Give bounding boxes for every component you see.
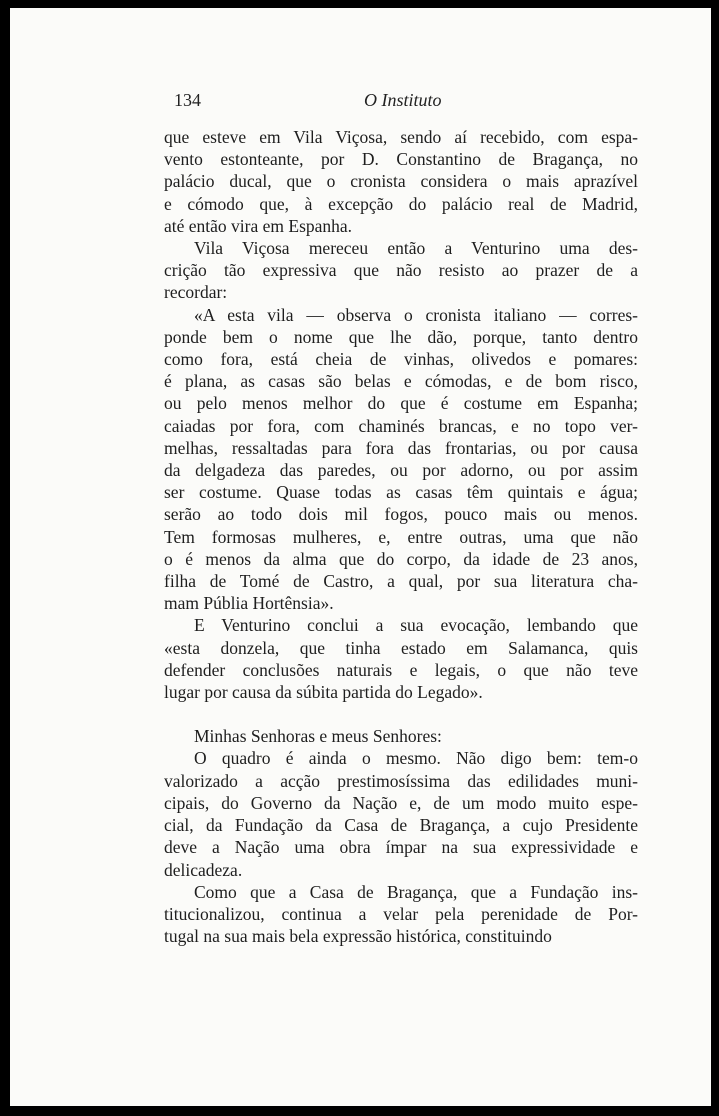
text-line: O quadro é ainda o mesmo. Não digo bem: tem-o xyxy=(194,748,638,769)
text-line: tugal na sua mais bela expressão histórica, constituindo xyxy=(164,926,552,947)
text-line: defender conclusões naturais e legais, o que não teve xyxy=(164,659,638,680)
text-line: palácio ducal, que o cronista considera o mais aprazível xyxy=(164,171,638,192)
text-line: até então vira em Espanha. xyxy=(164,215,353,236)
paragraph xyxy=(164,881,638,948)
text-line: Vila Viçosa mereceu então a Venturino uma des- xyxy=(194,238,638,259)
text-line: Como que a Casa de Bragança, que a Fundação ins- xyxy=(194,881,638,902)
text-line: valorizado a acção prestimosíssima das edilidades muni- xyxy=(164,770,638,791)
paragraph xyxy=(164,614,638,703)
text-line: melhas, ressaltadas para fora das frontarias, ou por causa xyxy=(164,437,638,458)
text-line: ser costume. Quase todas as casas têm quintais e água; xyxy=(164,482,638,503)
text-line: «A esta vila — observa o cronista italiano — corres- xyxy=(194,304,638,325)
paragraph xyxy=(164,725,638,747)
text-line: o é menos da alma que do corpo, da idade de 23 anos, xyxy=(164,548,638,569)
running-title: O Instituto xyxy=(364,90,442,110)
text-line: caiadas por fora, com chaminés brancas, e no topo ver- xyxy=(164,415,638,436)
paragraph xyxy=(164,304,638,615)
text-line: da delgadeza das paredes, ou por adorno, ou por assim xyxy=(164,460,638,481)
page-header xyxy=(174,90,654,114)
paragraph xyxy=(164,126,638,237)
text-line: lugar por causa da súbita partida do Legado». xyxy=(164,682,483,703)
text-line: cipais, do Governo da Nação e, de um modo muito espe- xyxy=(164,792,638,813)
text-line: «esta donzela, que tinha estado em Salamanca, quis xyxy=(164,637,638,658)
text-line: deve a Nação uma obra ímpar na sua expressividade e xyxy=(164,837,638,858)
text-line: E Venturino conclui a sua evocação, lembando que xyxy=(194,615,638,636)
text-line: crição tão expressiva que não resisto ao prazer de a xyxy=(164,260,638,281)
paragraph xyxy=(164,747,638,880)
text-line: vento estonteante, por D. Constantino de Bragança, no xyxy=(164,149,638,170)
text-line: ou pelo menos melhor do que é costume em Espanha; xyxy=(164,393,638,414)
body-text xyxy=(164,126,638,947)
paragraph xyxy=(164,237,638,304)
text-line: Tem formosas mulheres, e, entre outras, uma que não xyxy=(164,526,638,547)
text-line: e cómodo que, à excepção do palácio real de Madrid, xyxy=(164,193,638,214)
text-line: recordar: xyxy=(164,282,228,303)
text-line: que esteve em Vila Viçosa, sendo aí recebido, com espa- xyxy=(164,127,638,147)
page-number: 134 xyxy=(174,90,201,110)
text-line: é plana, as casas são belas e cómodas, e de bom risco, xyxy=(164,371,638,392)
text-line: ponde bem o nome que lhe dão, porque, tanto dentro xyxy=(164,326,638,347)
text-line: titucionalizou, continua a velar pela perenidade de Por- xyxy=(164,903,638,924)
text-line: delicadeza. xyxy=(164,859,243,880)
text-line: Minhas Senhoras e meus Senhores: xyxy=(194,726,442,747)
text-line: mam Públia Hortênsia». xyxy=(164,593,334,614)
text-line: cial, da Fundação da Casa de Bragança, a cujo Presidente xyxy=(164,815,638,836)
text-line: serão ao todo dois mil fogos, pouco mais ou menos. xyxy=(164,504,638,525)
text-line: filha de Tomé de Castro, a qual, por sua literatura cha- xyxy=(164,571,638,592)
paragraph-spacer xyxy=(164,703,638,725)
text-line: como fora, está cheia de vinhas, olivedos e pomares: xyxy=(164,349,638,370)
